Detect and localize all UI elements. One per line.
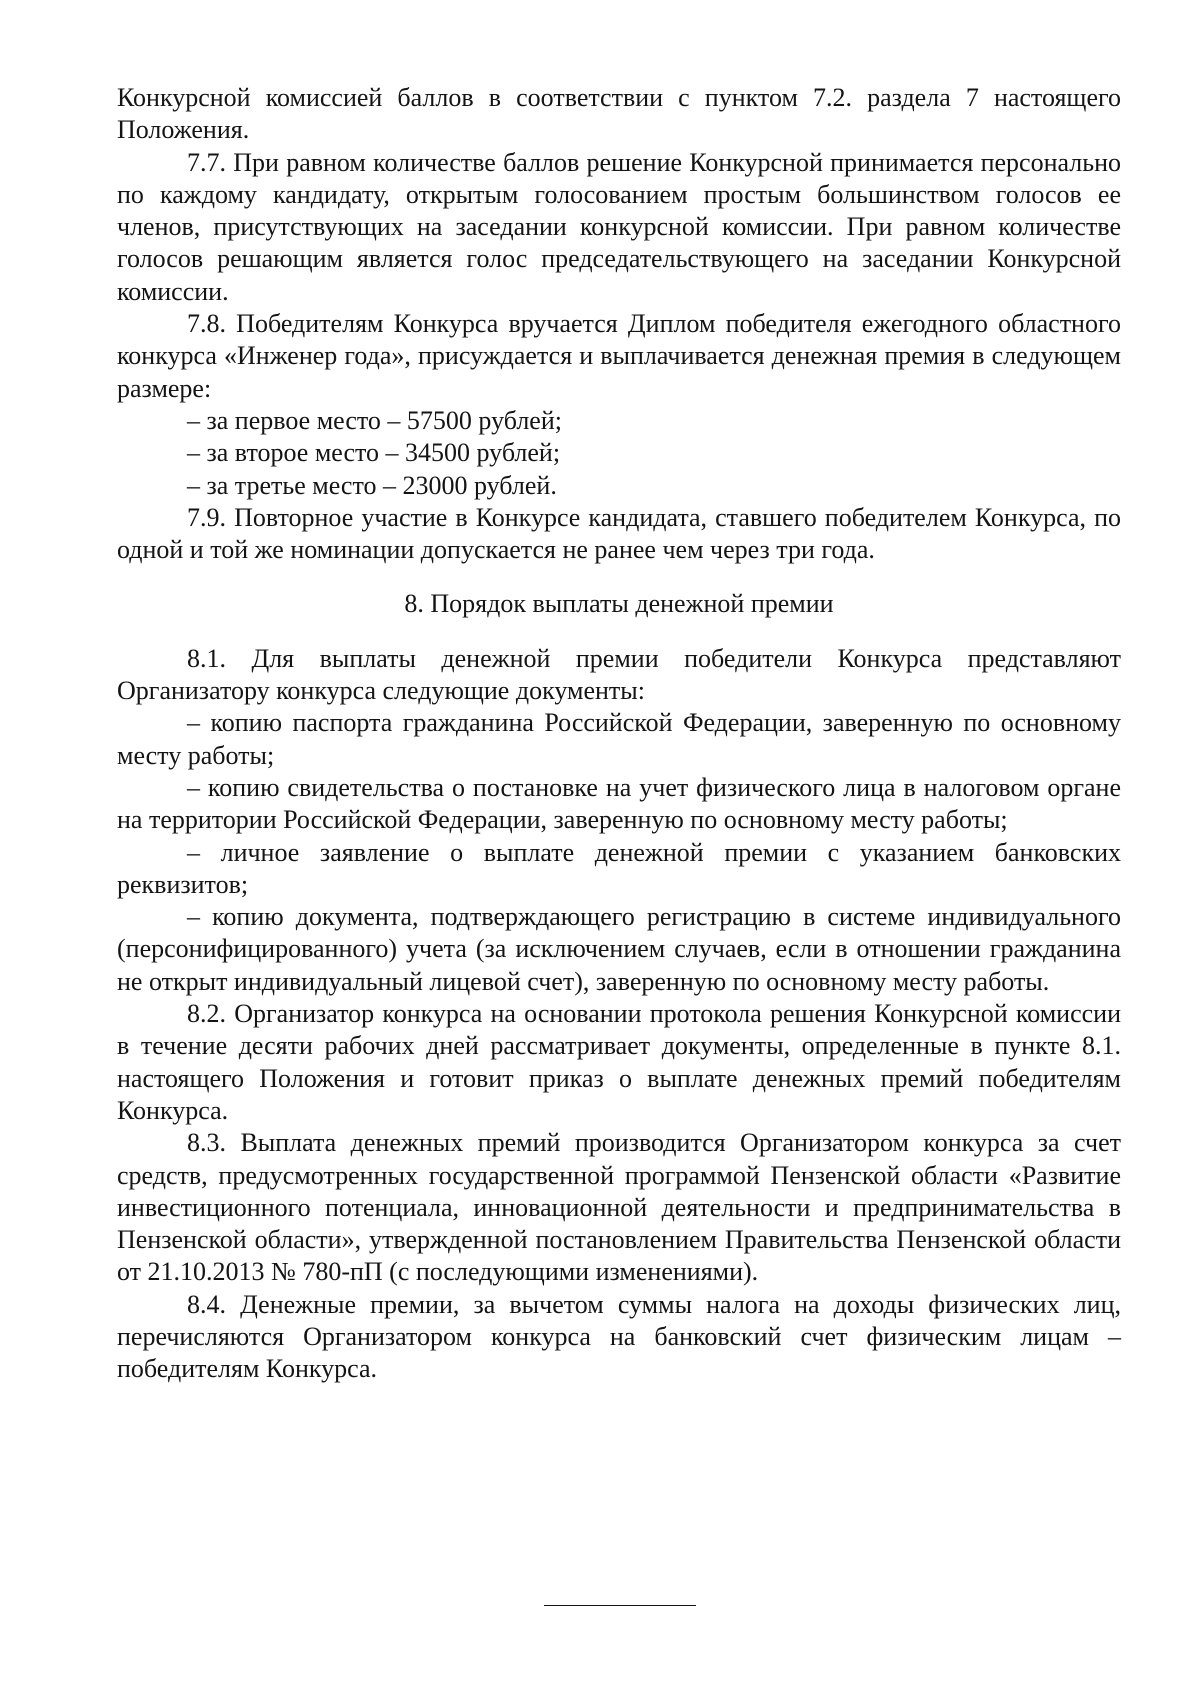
list-item-registration-document: – копию документа, подтверждающего регистрацию в системе индивидуального (персонифицированного) учета (за исключением случаев, если в отношении гражданина не открыт индивидуальный лицевой счет), заверенную по основному месту работы.: [117, 902, 1121, 996]
section-heading-8: 8. Порядок выплаты денежной премии: [404, 589, 834, 619]
end-of-document-rule: [544, 1605, 696, 1606]
paragraph-7-9: 7.9. Повторное участие в Конкурсе кандидата, ставшего победителем Конкурса, по одной и той же номинации допускается не ранее чем через три года.: [117, 502, 1121, 565]
paragraph-8-4: 8.4. Денежные премии, за вычетом суммы налога на доходы физических лиц, перечисляются Организатором конкурса на банковский счет физическим лицам – победителям Конкурса.: [117, 1289, 1121, 1384]
list-item-tax-certificate: – копию свидетельства о постановке на учет физического лица в налоговом органе на территории Российской Федерации, заверенную по основному месту работы;: [117, 772, 1121, 835]
document-page: [117, 82, 1121, 1386]
paragraph-7-8: 7.8. Победителям Конкурса вручается Диплом победителя ежегодного областного конкурса «Инженер года», присуждается и выплачивается денежная премия в следующем размере:: [117, 309, 1121, 403]
paragraph-continuation: Конкурсной комиссией баллов в соответствии с пунктом 7.2. раздела 7 настоящего Положения.: [117, 83, 1121, 145]
paragraph-7-7: 7.7. При равном количестве баллов решение Конкурсной принимается персонально по каждому кандидату, открытым голосованием простым большинством голосов ее членов, присутствующих на заседании конкурсной комиссии. При равном количестве голосов решающим является голос председательствующего на заседании Конкурсной комиссии.: [117, 147, 1121, 306]
list-item-passport: – копию паспорта гражданина Российской Федерации, заверенную по основному месту работы;: [117, 708, 1121, 770]
paragraph-8-3: 8.3. Выплата денежных премий производится Организатором конкурса за счет средств, предусмотренных государственной программой Пензенской области «Развитие инвестиционного потенциала, инновационной деятельности и предпринимательства в Пензенской области», утвержденной постановлением Правительства Пензенской области от 21.10.2013 № 780-пП (с последующими изменениями).: [117, 1128, 1121, 1287]
paragraph-8-1: 8.1. Для выплаты денежной премии победители Конкурса представляют Организатору конкурса следующие документы:: [117, 643, 1121, 706]
list-item-application: – личное заявление о выплате денежной премии с указанием банковских реквизитов;: [117, 837, 1121, 899]
prize-third-place: – за третье место – 23000 рублей.: [187, 470, 557, 500]
prize-first-place: – за первое место – 57500 рублей;: [187, 405, 562, 435]
prize-second-place: – за второе место – 34500 рублей;: [187, 438, 561, 468]
paragraph-8-2: 8.2. Организатор конкурса на основании протокола решения Конкурсной комиссии в течение десяти рабочих дней рассматривает документы, определенные в пункте 8.1. настоящего Положения и готовит приказ о выплате денежных премий победителям Конкурса.: [117, 999, 1121, 1125]
